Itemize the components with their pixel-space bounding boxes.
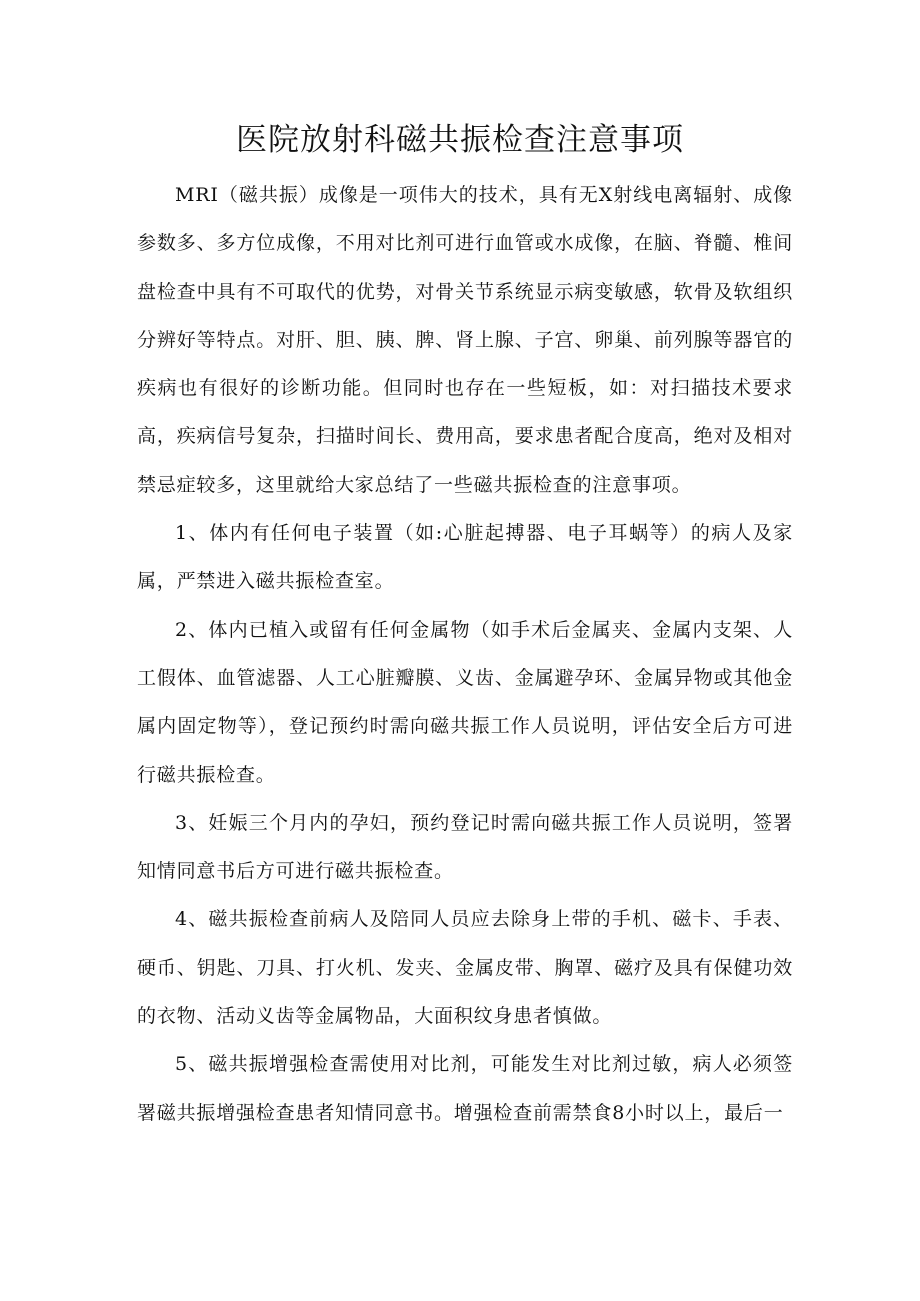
note-item-2: 2、体内已植入或留有任何金属物（如手术后金属夹、金属内支架、人工假体、血管滤器、人工心脏瓣膜、义齿、金属避孕环、金属异物或其他金属内固定物等），登记预约时需向磁共振工作人员说明，评估安全后方可进行磁共振检查。 [137, 618, 793, 786]
intro-paragraph: MRI（磁共振）成像是一项伟大的技术，具有无X射线电离辐射、成像参数多、多方位成像，不用对比剂可进行血管或水成像，在脑、脊髓、椎间盘检查中具有不可取代的优势，对骨关节系统显示病变敏感，软骨及软组织分辨好等特点。对肝、胆、胰、脾、肾上腺、子宫、卵巢、前列腺等器官的疾病也有很好的诊断功能。但同时也存在一些短板，如：对扫描技术要求高，疾病信号复杂，扫描时间长、费用高，要求患者配合度高，绝对及相对禁忌症较多，这里就给大家总结了一些磁共振检查的注意事项。 [137, 184, 793, 496]
document-body [137, 171, 793, 1137]
note-item-1: 1、体内有任何电子装置（如:心脏起搏器、电子耳蜗等）的病人及家属，严禁进入磁共振检查室。 [137, 522, 793, 593]
note-item-5: 5、磁共振增强检查需使用对比剂，可能发生对比剂过敏，病人必须签署磁共振增强检查患者知情同意书。增强检查前需禁食8小时以上，最后一 [137, 1053, 793, 1124]
document-title: 医院放射科磁共振检查注意事项 [236, 122, 684, 158]
note-item-4: 4、磁共振检查前病人及陪同人员应去除身上带的手机、磁卡、手表、硬币、钥匙、刀具、打火机、发夹、金属皮带、胸罩、磁疗及具有保健功效的衣物、活动义齿等金属物品，大面积纹身患者慎做。 [137, 908, 793, 1028]
note-item-3: 3、妊娠三个月内的孕妇，预约登记时需向磁共振工作人员说明，签署知情同意书后方可进行磁共振检查。 [137, 811, 793, 883]
